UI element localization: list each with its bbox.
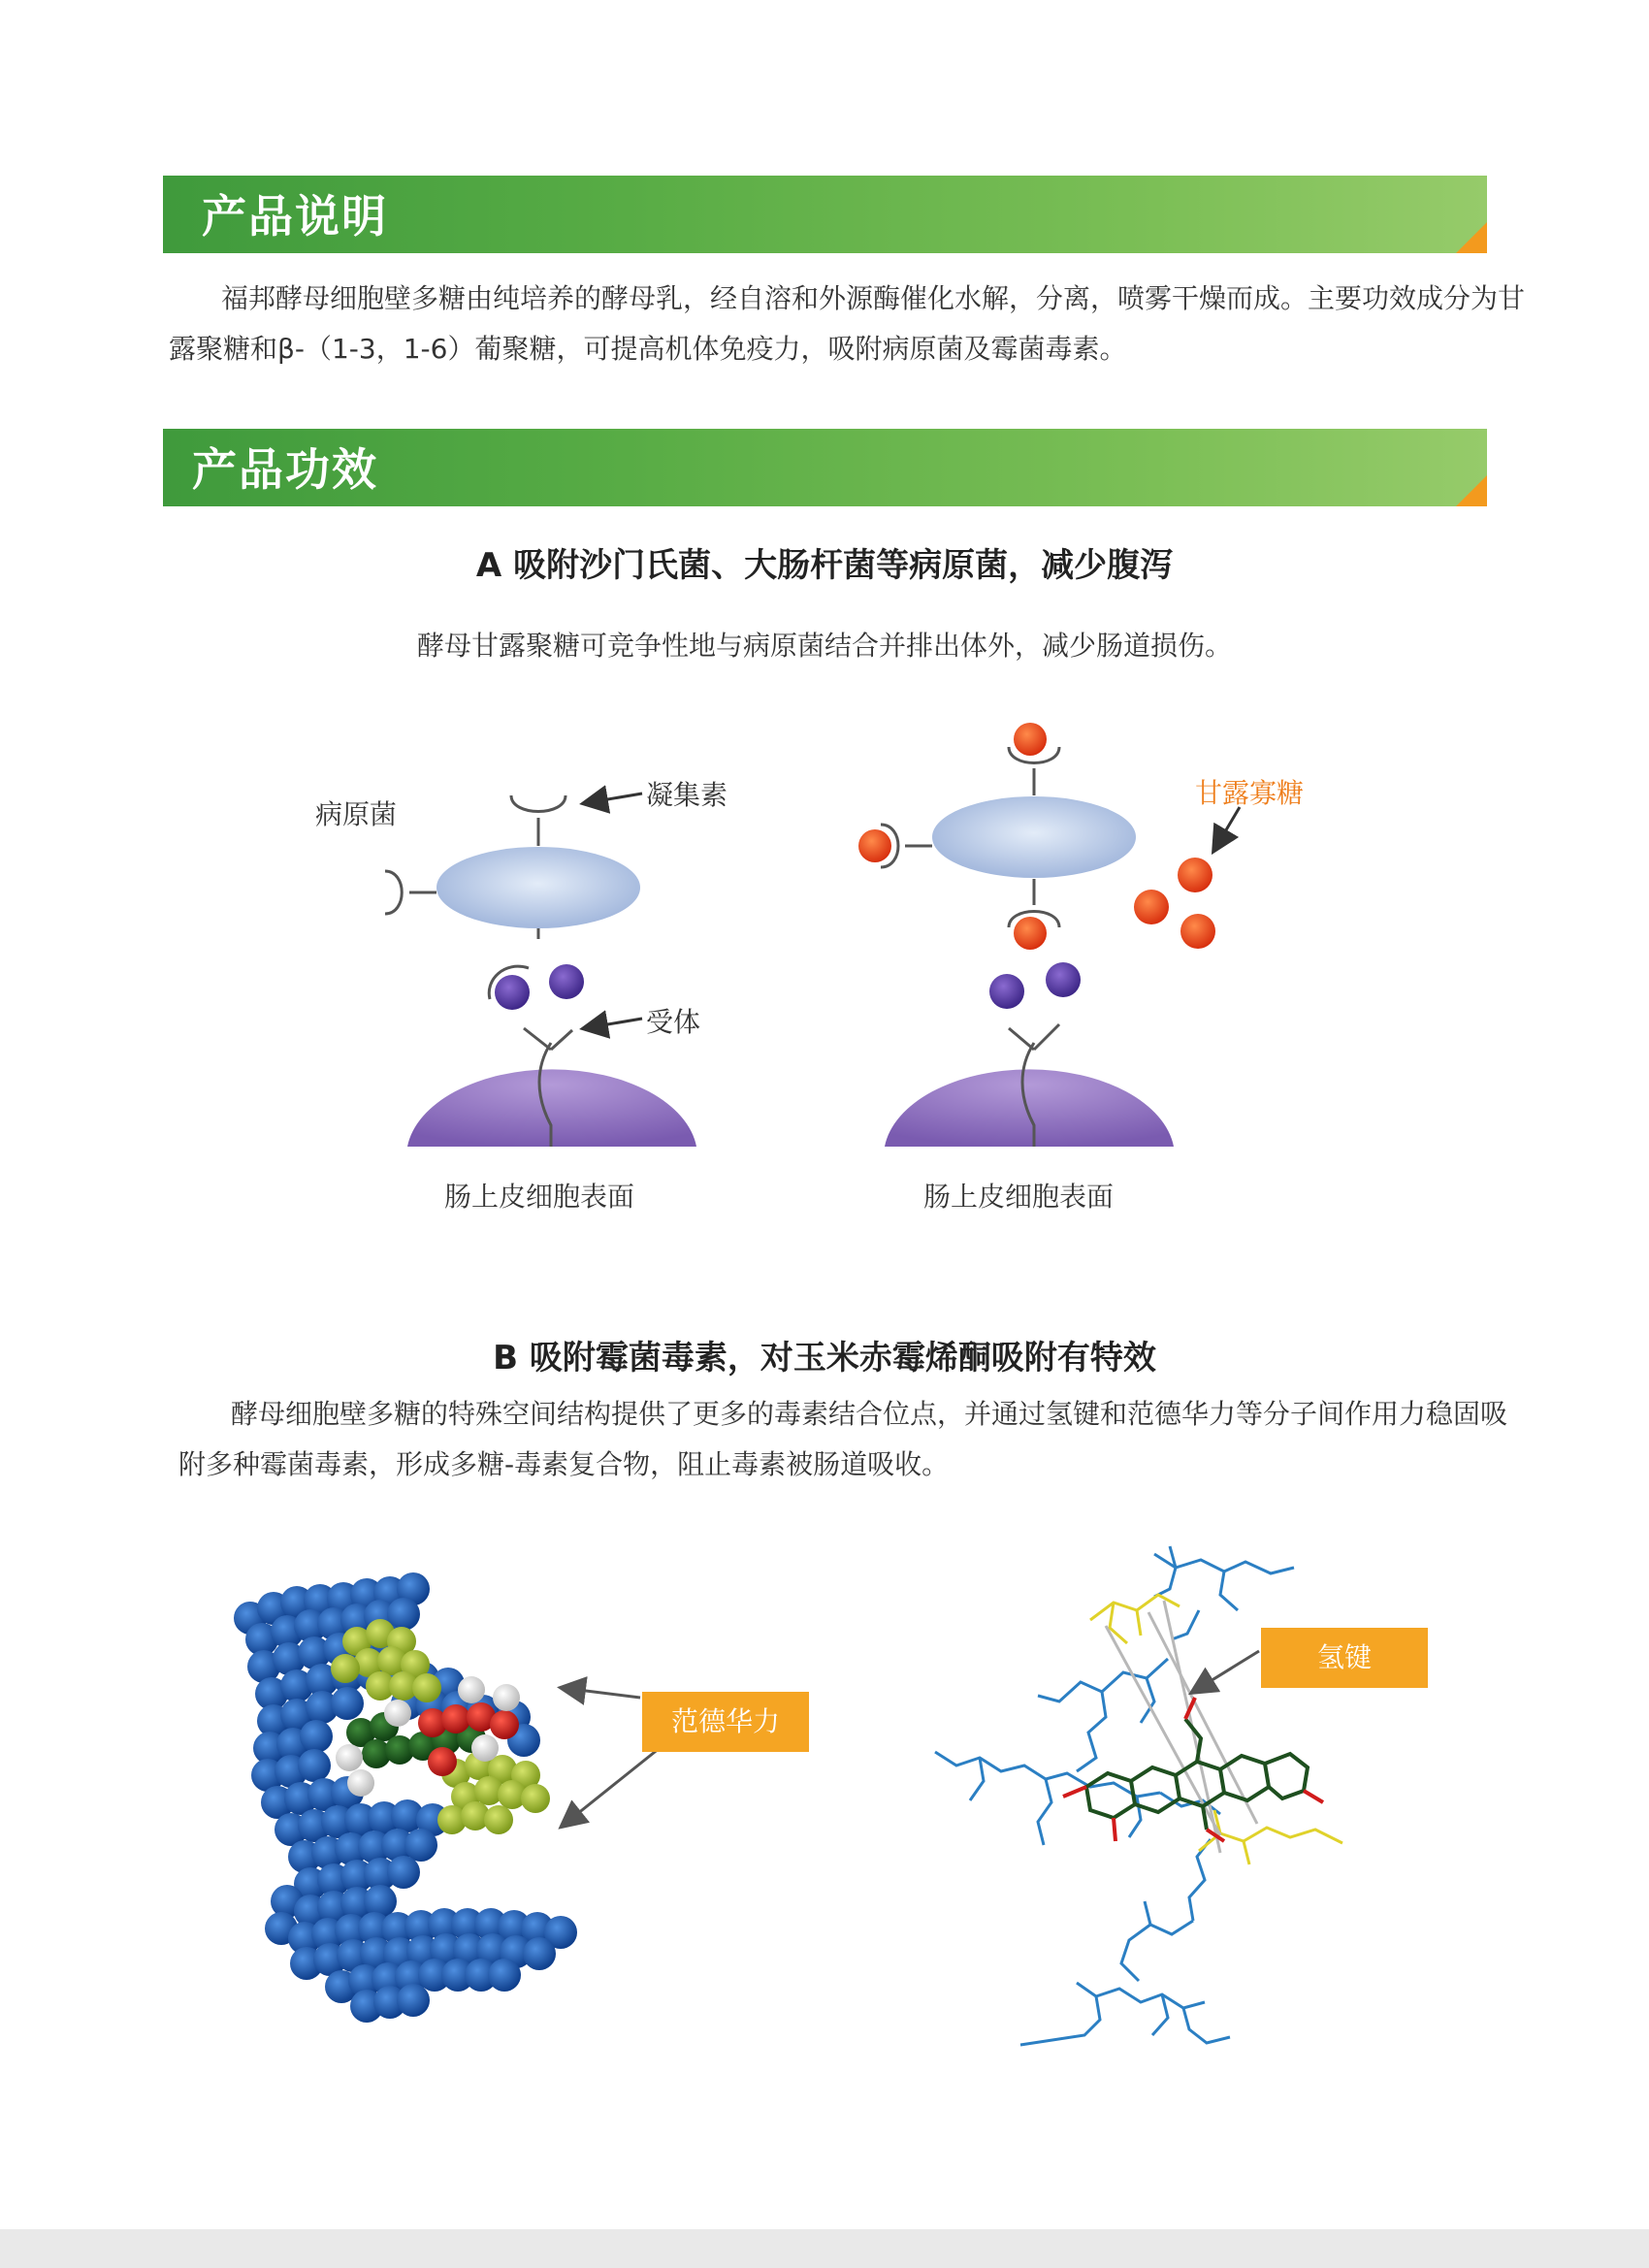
banner-corner-accent — [1456, 475, 1487, 506]
lectin-label: 凝集素 — [646, 779, 728, 811]
section-title: 产品说明 — [202, 190, 388, 243]
part-a-heading: A 吸附沙门氏菌、大肠杆菌等病原菌，减少腹泻 — [475, 546, 1174, 585]
vdw-arrow-1 — [563, 1688, 640, 1698]
intestinal-cell-right — [885, 1069, 1174, 1147]
receptor-arrow — [585, 1019, 642, 1028]
banner-corner-accent — [1456, 222, 1487, 253]
right-diagram — [858, 723, 1240, 1147]
left-diagram — [385, 794, 696, 1147]
mannose-oligo-free — [1134, 890, 1169, 924]
receptor-sugar — [1046, 962, 1081, 997]
oligo-arrow — [1214, 807, 1240, 850]
part-a-subtext: 酵母甘露聚糖可竞争性地与病原菌结合并排出体外，减少肠道损伤。 — [416, 630, 1232, 662]
mannose-oligo-label: 甘露寡糖 — [1195, 777, 1305, 809]
receptor-sugar — [495, 975, 530, 1010]
pathogen-binding-diagram — [0, 698, 1649, 1242]
section-banner-description — [163, 176, 1487, 253]
pathogen-body-left — [436, 847, 640, 928]
part-b-heading: B 吸附霉菌毒素，对玉米赤霉烯酮吸附有特效 — [493, 1339, 1156, 1377]
part-b-line-2: 附多种霉菌毒素，形成多糖-毒素复合物，阻止毒素被肠道吸收。 — [178, 1448, 950, 1480]
part-b-line-1: 酵母细胞壁多糖的特殊空间结构提供了更多的毒素结合位点，并通过氢键和范德华力等分子间作用力稳固吸 — [231, 1398, 1508, 1430]
hbond-tag: 氢键 — [1261, 1628, 1428, 1688]
receptor-sugar — [549, 964, 584, 999]
vdw-tag: 范德华力 — [642, 1692, 809, 1752]
description-line-2: 露聚糖和β-（1-3，1-6）葡聚糖，可提高机体免疫力，吸附病原菌及霉菌毒素。 — [169, 333, 1127, 365]
mannose-oligo — [1014, 723, 1047, 756]
lectin-arrow — [585, 794, 642, 803]
mannose-oligo-free — [1180, 914, 1215, 949]
pathogen-label: 病原菌 — [315, 798, 398, 830]
cell-surface-label-right: 肠上皮细胞表面 — [923, 1181, 1115, 1213]
cell-surface-label-left: 肠上皮细胞表面 — [444, 1181, 635, 1213]
pathogen-body-right — [932, 796, 1136, 878]
description-line-1: 福邦酵母细胞壁多糖由纯培养的酵母乳，经自溶和外源酶催化水解，分离，喷雾干燥而成。主要功效成分为甘 — [221, 282, 1526, 314]
receptor-sugar — [989, 974, 1024, 1009]
stick-model — [935, 1546, 1342, 2045]
mannose-oligo-free — [1178, 858, 1212, 892]
scan-bottom-edge — [0, 2229, 1649, 2268]
mannose-oligo — [1014, 917, 1047, 950]
section-title: 产品功效 — [192, 443, 378, 496]
mannose-oligo — [858, 829, 891, 862]
lectin-cup-side — [385, 871, 402, 914]
hbond-arrow — [1193, 1651, 1259, 1692]
toxin-cluster — [331, 1619, 550, 1834]
section-banner-efficacy — [163, 429, 1487, 506]
lectin-cup-top — [511, 795, 566, 812]
receptor-label: 受体 — [646, 1006, 701, 1038]
vdw-arrow-2 — [563, 1748, 660, 1826]
mycotoxin-binding-illustration — [0, 1533, 1649, 2076]
